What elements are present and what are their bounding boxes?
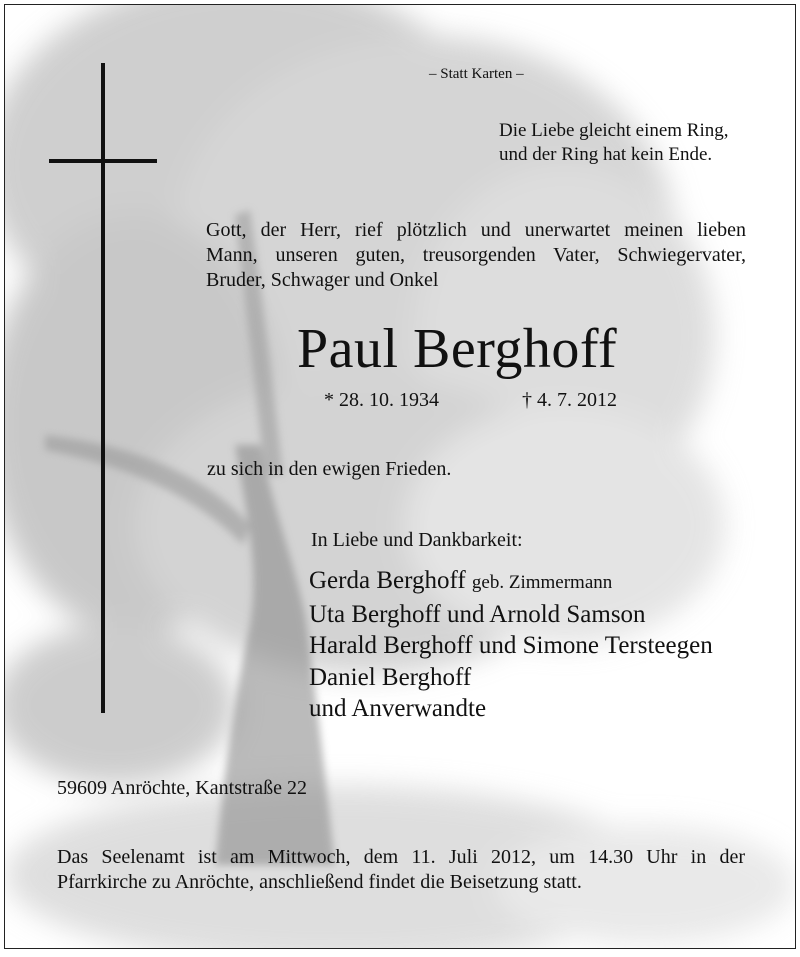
death-date: † 4. 7. 2012 — [522, 389, 617, 411]
intro-line: Gott, der Herr, rief plötzlich und unerwartet meinen lieben — [206, 219, 746, 241]
motto-quote — [499, 119, 729, 167]
obituary-notice — [4, 4, 796, 949]
peace-text: zu sich in den ewigen Frieden. — [207, 458, 452, 480]
christian-cross-icon-bar — [49, 159, 157, 163]
mourners-list — [309, 565, 713, 725]
mourner-line: Daniel Berghoff — [309, 663, 472, 691]
mourner-line — [309, 565, 713, 599]
funeral-line: Pfarrkirche zu Anröchte, anschließend findet die Beisetzung statt. — [57, 871, 582, 893]
birth-date: * 28. 10. 1934 — [324, 389, 439, 411]
mourners-intro: In Liebe und Dankbarkeit: — [311, 529, 523, 551]
intro-line: Mann, unseren guten, treusorgenden Vater, Schwiegervater, — [206, 244, 746, 266]
motto-line: und der Ring hat kein Ende. — [499, 144, 713, 165]
mourner-name: Gerda Berghoff — [309, 567, 466, 594]
intro-paragraph — [206, 218, 746, 293]
funeral-line: Das Seelenamt ist am Mittwoch, dem 11. Juli 2012, um 14.30 Uhr in der — [57, 846, 745, 868]
motto-line: Die Liebe gleicht einem Ring, — [499, 120, 729, 141]
mourner-line: Harald Berghoff und Simone Tersteegen — [309, 632, 713, 659]
address: 59609 Anröchte, Kantstraße 22 — [57, 777, 307, 799]
statt-karten-label: – Statt Karten – — [429, 66, 524, 82]
maiden-name: geb. Zimmermann — [471, 572, 613, 593]
intro-line: Bruder, Schwager und Onkel — [206, 269, 439, 291]
deceased-name: Paul Berghoff — [297, 318, 618, 380]
mourner-line: und Anverwandte — [309, 695, 487, 722]
mourner-line: Uta Berghoff und Arnold Samson — [309, 600, 646, 628]
funeral-info — [57, 845, 745, 895]
